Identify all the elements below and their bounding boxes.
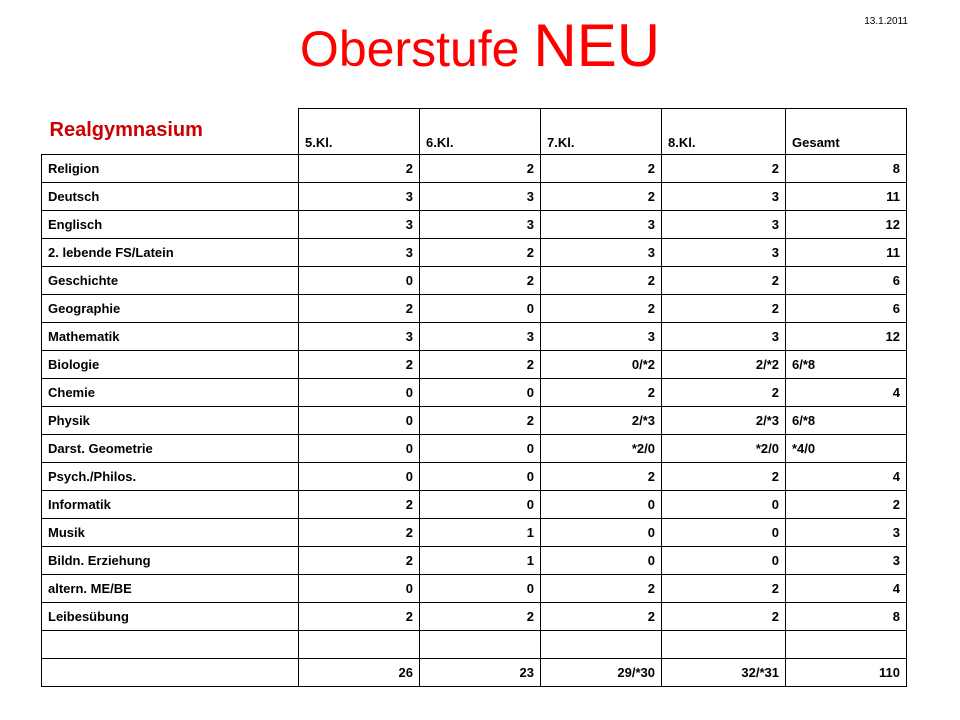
value-cell-5kl: 2 bbox=[299, 295, 420, 323]
value-cell-8kl: 0 bbox=[662, 547, 786, 575]
value-cell-6kl: 2 bbox=[420, 603, 541, 631]
table-row bbox=[42, 659, 907, 687]
table-row bbox=[42, 631, 907, 659]
value-cell-6kl: 0 bbox=[420, 295, 541, 323]
value-cell-6kl: 3 bbox=[420, 323, 541, 351]
value-cell-8kl: 0 bbox=[662, 491, 786, 519]
value-cell-gesamt: 4 bbox=[786, 575, 907, 603]
value-cell-gesamt bbox=[786, 631, 907, 659]
value-cell-gesamt: 11 bbox=[786, 239, 907, 267]
value-cell-5kl: 2 bbox=[299, 155, 420, 183]
value-cell-gesamt: *4/0 bbox=[786, 435, 907, 463]
subject-cell: Englisch bbox=[42, 211, 299, 239]
value-cell-6kl: 1 bbox=[420, 519, 541, 547]
value-cell-5kl: 3 bbox=[299, 323, 420, 351]
subject-cell: 2. lebende FS/Latein bbox=[42, 239, 299, 267]
value-cell-gesamt: 6 bbox=[786, 295, 907, 323]
value-cell-7kl: 2 bbox=[541, 155, 662, 183]
value-cell-5kl: 3 bbox=[299, 183, 420, 211]
value-cell-6kl: 2 bbox=[420, 239, 541, 267]
subject-cell: Bildn. Erziehung bbox=[42, 547, 299, 575]
value-cell-7kl: 0/*2 bbox=[541, 351, 662, 379]
section-title: Realgymnasium bbox=[49, 118, 203, 141]
subject-cell: Physik bbox=[42, 407, 299, 435]
table-row bbox=[42, 407, 907, 435]
table-row bbox=[42, 491, 907, 519]
value-cell-8kl: 3 bbox=[662, 211, 786, 239]
value-cell-8kl: 32/*31 bbox=[662, 659, 786, 687]
value-cell-8kl: 2 bbox=[662, 575, 786, 603]
value-cell-6kl: 0 bbox=[420, 491, 541, 519]
value-cell-6kl: 2 bbox=[420, 155, 541, 183]
value-cell-5kl: 0 bbox=[299, 575, 420, 603]
slide-date: 13.1.2011 bbox=[864, 16, 908, 27]
value-cell-7kl: 2 bbox=[541, 295, 662, 323]
title-part-1: Oberstufe bbox=[299, 21, 520, 77]
subject-cell: Psych./Philos. bbox=[42, 463, 299, 491]
value-cell-5kl: 0 bbox=[299, 463, 420, 491]
table-body bbox=[42, 109, 907, 687]
value-cell-5kl: 2 bbox=[299, 519, 420, 547]
value-cell-8kl: 3 bbox=[662, 323, 786, 351]
table-row bbox=[42, 183, 907, 211]
value-cell-8kl: 2 bbox=[662, 295, 786, 323]
value-cell-7kl: 3 bbox=[541, 323, 662, 351]
table-row bbox=[42, 351, 907, 379]
table-row bbox=[42, 323, 907, 351]
value-cell-6kl: 2 bbox=[420, 267, 541, 295]
value-cell-8kl: 3 bbox=[662, 239, 786, 267]
value-cell-7kl: 29/*30 bbox=[541, 659, 662, 687]
value-cell-gesamt: 6/*8 bbox=[786, 351, 907, 379]
table-row bbox=[42, 575, 907, 603]
subject-cell: Biologie bbox=[42, 351, 299, 379]
subject-cell: Religion bbox=[42, 155, 299, 183]
value-cell-5kl: 0 bbox=[299, 435, 420, 463]
value-cell-7kl: 2 bbox=[541, 379, 662, 407]
subject-cell: Informatik bbox=[42, 491, 299, 519]
value-cell-6kl: 0 bbox=[420, 463, 541, 491]
value-cell-gesamt: 3 bbox=[786, 519, 907, 547]
value-cell-7kl: 2 bbox=[541, 575, 662, 603]
value-cell-8kl: 2 bbox=[662, 379, 786, 407]
table-row bbox=[42, 239, 907, 267]
slide-title bbox=[0, 14, 960, 81]
value-cell-6kl: 2 bbox=[420, 407, 541, 435]
value-cell-7kl: 3 bbox=[541, 239, 662, 267]
value-cell-7kl: *2/0 bbox=[541, 435, 662, 463]
value-cell-7kl: 2 bbox=[541, 267, 662, 295]
value-cell-7kl: 2/*3 bbox=[541, 407, 662, 435]
table-row bbox=[42, 435, 907, 463]
value-cell-6kl: 3 bbox=[420, 211, 541, 239]
subject-cell: Musik bbox=[42, 519, 299, 547]
value-cell-5kl: 0 bbox=[299, 407, 420, 435]
value-cell-6kl: 23 bbox=[420, 659, 541, 687]
subject-cell: Leibesübung bbox=[42, 603, 299, 631]
value-cell-gesamt: 12 bbox=[786, 211, 907, 239]
subject-cell bbox=[42, 659, 299, 687]
value-cell-8kl: 2/*2 bbox=[662, 351, 786, 379]
header-cell-5kl: 5.Kl. bbox=[299, 109, 420, 155]
table-row bbox=[42, 379, 907, 407]
value-cell-gesamt: 11 bbox=[786, 183, 907, 211]
value-cell-6kl: 3 bbox=[420, 183, 541, 211]
value-cell-gesamt: 4 bbox=[786, 379, 907, 407]
value-cell-7kl: 3 bbox=[541, 211, 662, 239]
value-cell-6kl: 2 bbox=[420, 351, 541, 379]
section-title-cell bbox=[42, 109, 299, 155]
value-cell-6kl: 0 bbox=[420, 575, 541, 603]
value-cell-gesamt: 2 bbox=[786, 491, 907, 519]
value-cell-8kl: 3 bbox=[662, 183, 786, 211]
subject-cell: Geschichte bbox=[42, 267, 299, 295]
value-cell-5kl: 0 bbox=[299, 379, 420, 407]
value-cell-7kl: 0 bbox=[541, 519, 662, 547]
table-row bbox=[42, 211, 907, 239]
value-cell-6kl: 0 bbox=[420, 379, 541, 407]
subject-cell bbox=[42, 631, 299, 659]
value-cell-6kl: 1 bbox=[420, 547, 541, 575]
subject-cell: Mathematik bbox=[42, 323, 299, 351]
table-row bbox=[42, 267, 907, 295]
header-cell-6kl: 6.Kl. bbox=[420, 109, 541, 155]
value-cell-5kl: 26 bbox=[299, 659, 420, 687]
value-cell-gesamt: 12 bbox=[786, 323, 907, 351]
value-cell-gesamt: 8 bbox=[786, 155, 907, 183]
value-cell-gesamt: 6 bbox=[786, 267, 907, 295]
value-cell-gesamt: 8 bbox=[786, 603, 907, 631]
value-cell-8kl: 2 bbox=[662, 463, 786, 491]
value-cell-7kl: 2 bbox=[541, 463, 662, 491]
table-row bbox=[42, 155, 907, 183]
header-cell-gesamt: Gesamt bbox=[786, 109, 907, 155]
value-cell-7kl bbox=[541, 631, 662, 659]
subject-cell: Geographie bbox=[42, 295, 299, 323]
subject-cell: Deutsch bbox=[42, 183, 299, 211]
title-part-2: NEU bbox=[533, 12, 661, 79]
value-cell-8kl: 2 bbox=[662, 155, 786, 183]
table-row bbox=[42, 295, 907, 323]
table-row bbox=[42, 547, 907, 575]
value-cell-8kl: 2 bbox=[662, 603, 786, 631]
value-cell-5kl: 0 bbox=[299, 267, 420, 295]
value-cell-8kl: *2/0 bbox=[662, 435, 786, 463]
value-cell-5kl bbox=[299, 631, 420, 659]
value-cell-7kl: 2 bbox=[541, 603, 662, 631]
value-cell-5kl: 2 bbox=[299, 547, 420, 575]
value-cell-8kl: 2 bbox=[662, 267, 786, 295]
header-cell-7kl: 7.Kl. bbox=[541, 109, 662, 155]
value-cell-8kl: 2/*3 bbox=[662, 407, 786, 435]
table-row bbox=[42, 519, 907, 547]
value-cell-8kl bbox=[662, 631, 786, 659]
subject-cell: Chemie bbox=[42, 379, 299, 407]
value-cell-8kl: 0 bbox=[662, 519, 786, 547]
value-cell-5kl: 2 bbox=[299, 603, 420, 631]
value-cell-gesamt: 3 bbox=[786, 547, 907, 575]
table-row bbox=[42, 603, 907, 631]
subject-cell: Darst. Geometrie bbox=[42, 435, 299, 463]
value-cell-5kl: 2 bbox=[299, 351, 420, 379]
header-cell-8kl: 8.Kl. bbox=[662, 109, 786, 155]
table-row bbox=[42, 463, 907, 491]
value-cell-5kl: 3 bbox=[299, 239, 420, 267]
value-cell-gesamt: 4 bbox=[786, 463, 907, 491]
value-cell-6kl bbox=[420, 631, 541, 659]
value-cell-7kl: 0 bbox=[541, 491, 662, 519]
value-cell-6kl: 0 bbox=[420, 435, 541, 463]
value-cell-5kl: 2 bbox=[299, 491, 420, 519]
value-cell-7kl: 2 bbox=[541, 183, 662, 211]
table-header-row bbox=[42, 109, 907, 155]
value-cell-gesamt: 6/*8 bbox=[786, 407, 907, 435]
value-cell-7kl: 0 bbox=[541, 547, 662, 575]
curriculum-table bbox=[41, 108, 907, 687]
value-cell-5kl: 3 bbox=[299, 211, 420, 239]
value-cell-gesamt: 110 bbox=[786, 659, 907, 687]
subject-cell: altern. ME/BE bbox=[42, 575, 299, 603]
